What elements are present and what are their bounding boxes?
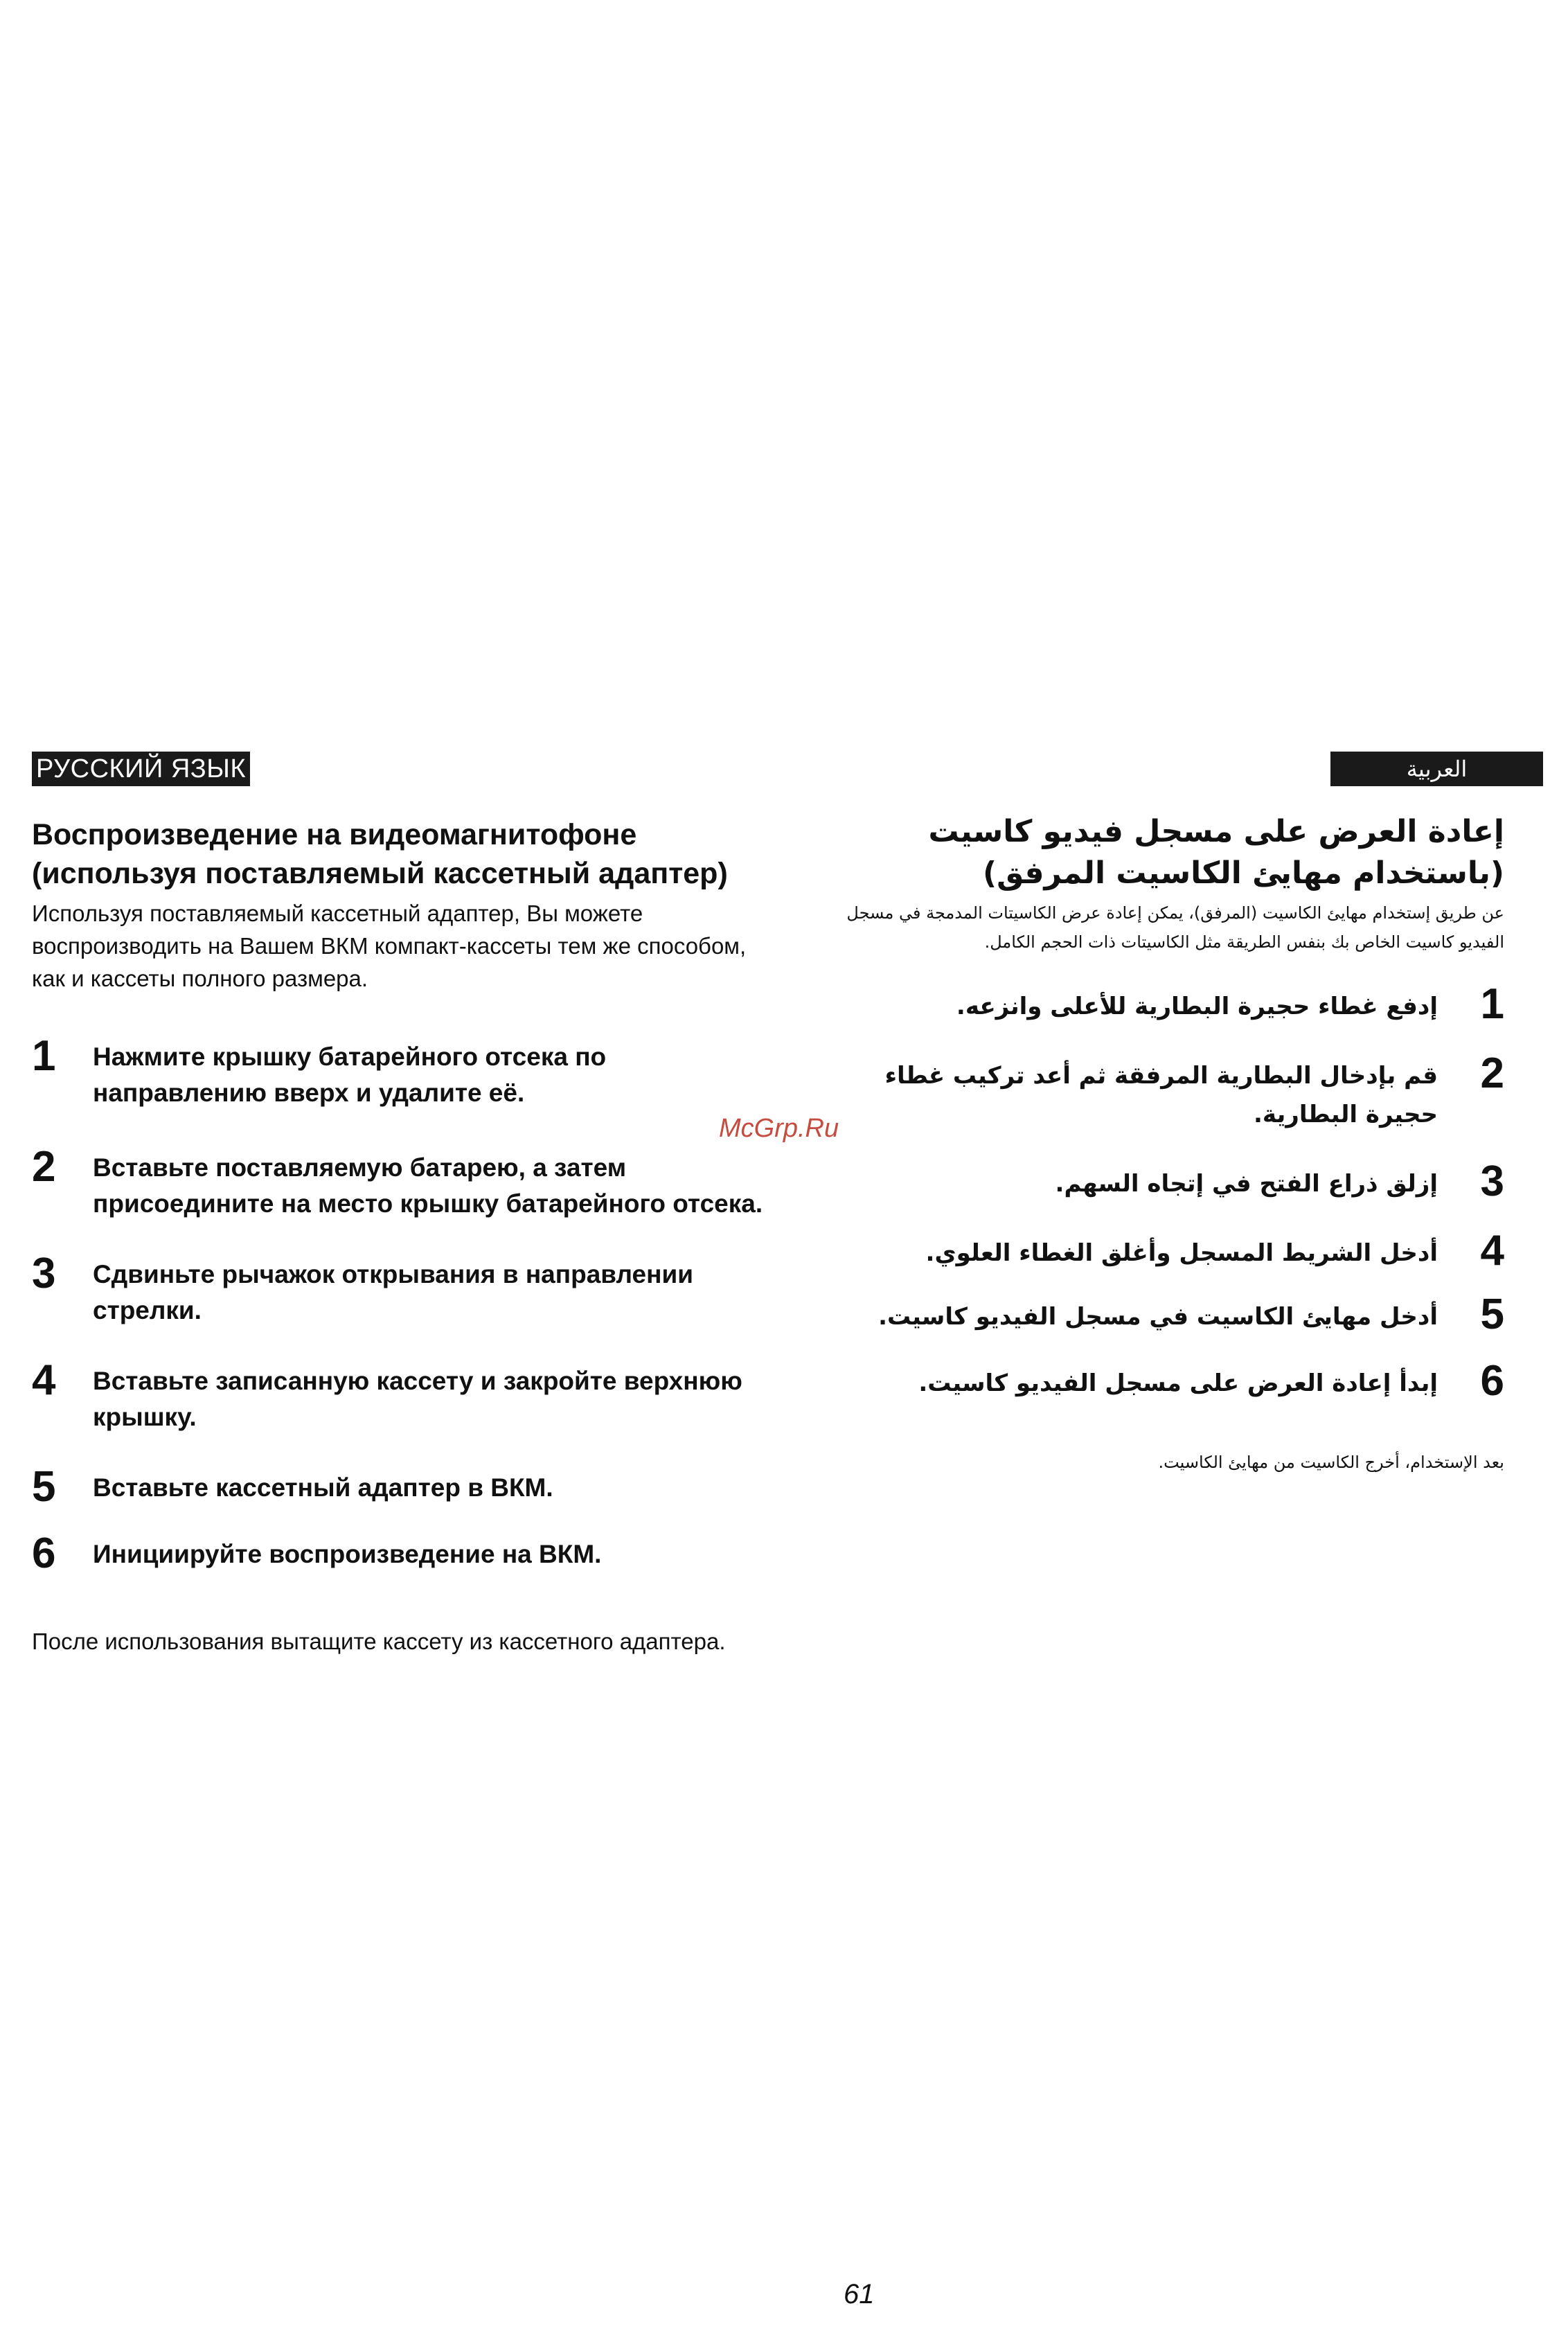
step-text: Вставьте кассетный адаптер в ВКМ. bbox=[93, 1473, 553, 1502]
step-text: Нажмите крышку батарейного отсека по направлению вверх и удалите её. bbox=[93, 1043, 607, 1107]
step-text: قم بإدخال البطارية المرفقة ثم أعد تركيب غطاء حجيرة البطارية. bbox=[884, 1062, 1438, 1128]
arabic-column bbox=[805, 752, 1504, 1475]
section-title-russian bbox=[32, 815, 766, 893]
step-3 bbox=[32, 1250, 766, 1329]
step-number: 4 bbox=[1480, 1227, 1504, 1275]
after-use-note-russian: После использования вытащите кассету из кассетного адаптера. bbox=[32, 1629, 726, 1654]
steps-list-arabic bbox=[805, 980, 1504, 1405]
step-number: 2 bbox=[32, 1143, 56, 1191]
step-3 bbox=[805, 1157, 1504, 1205]
step-text: إزلق ذراع الفتح في إتجاه السهم. bbox=[1055, 1170, 1438, 1198]
section-title-arabic bbox=[805, 811, 1504, 894]
step-text: Вставьте записанную кассету и закройте верхнюю крышку. bbox=[93, 1367, 742, 1431]
step-1 bbox=[32, 1032, 766, 1111]
step-text: أدخل الشريط المسجل وأغلق الغطاء العلوي. bbox=[925, 1239, 1438, 1267]
step-5 bbox=[32, 1463, 766, 1511]
step-2 bbox=[32, 1143, 766, 1222]
step-text: Вставьте поставляемую батарею, а затем присоедините на место крышку батарейного отсека. bbox=[93, 1153, 763, 1218]
step-number: 2 bbox=[1480, 1049, 1504, 1097]
after-use-note-arabic: بعد الإستخدام، أخرج الكاسيت من مهايئ الكاسيت. bbox=[1158, 1453, 1504, 1472]
title-line-1: Воспроизведение на видеомагнитофоне bbox=[32, 818, 637, 851]
step-number: 6 bbox=[32, 1529, 56, 1577]
step-text: Сдвиньте рычажок открывания в направлении стрелки. bbox=[93, 1260, 693, 1324]
title-line-1: إعادة العرض على مسجل فيديو كاسيت bbox=[928, 814, 1504, 849]
title-line-2: (باستخدام مهايئ الكاسيت المرفق) bbox=[982, 855, 1504, 891]
step-text: إبدأ إعادة العرض على مسجل الفيديو كاسيت. bbox=[918, 1369, 1438, 1397]
step-text: أدخل مهايئ الكاسيت في مسجل الفيديو كاسيت. bbox=[878, 1303, 1438, 1331]
russian-column bbox=[32, 752, 766, 1658]
title-line-2: (используя поставляемый кассетный адаптер) bbox=[32, 857, 728, 890]
intro-text-russian: Используя поставляемый кассетный адаптер, Вы можете воспроизводить на Вашем ВКМ компакт-кассеты тем же способом, как и кассеты полного размера. bbox=[32, 901, 747, 991]
page-number: 61 bbox=[844, 2279, 875, 2309]
step-number: 3 bbox=[32, 1250, 56, 1297]
step-text: Инициируйте воспроизведение на ВКМ. bbox=[93, 1540, 602, 1568]
watermark: McGrp.Ru bbox=[719, 1114, 839, 1143]
step-1 bbox=[805, 980, 1504, 1028]
step-4 bbox=[32, 1356, 766, 1435]
step-number: 3 bbox=[1480, 1157, 1504, 1205]
step-number: 5 bbox=[32, 1463, 56, 1511]
language-tag-arabic: العربية bbox=[1330, 752, 1543, 786]
steps-list-russian bbox=[32, 1032, 766, 1577]
step-text: إدفع غطاء حجيرة البطارية للأعلى وانزعه. bbox=[956, 993, 1438, 1020]
step-number: 1 bbox=[32, 1032, 56, 1080]
language-tag-russian: РУССКИЙ ЯЗЫК bbox=[32, 752, 250, 786]
step-6 bbox=[32, 1529, 766, 1577]
intro-text-arabic: عن طريق إستخدام مهايئ الكاسيت (المرفق)، يمكن إعادة عرض الكاسيتات المدمجة في مسجل الفيديو كاسيت الخاص بك بنفس الطريقة مثل الكاسيتات ذات الحجم الكامل. bbox=[846, 903, 1504, 952]
step-6 bbox=[805, 1357, 1504, 1405]
step-4 bbox=[805, 1227, 1504, 1275]
step-number: 5 bbox=[1480, 1290, 1504, 1338]
step-5 bbox=[805, 1290, 1504, 1338]
step-number: 4 bbox=[32, 1356, 56, 1404]
step-number: 1 bbox=[1480, 980, 1504, 1028]
step-number: 6 bbox=[1480, 1357, 1504, 1405]
step-2 bbox=[805, 1049, 1504, 1134]
